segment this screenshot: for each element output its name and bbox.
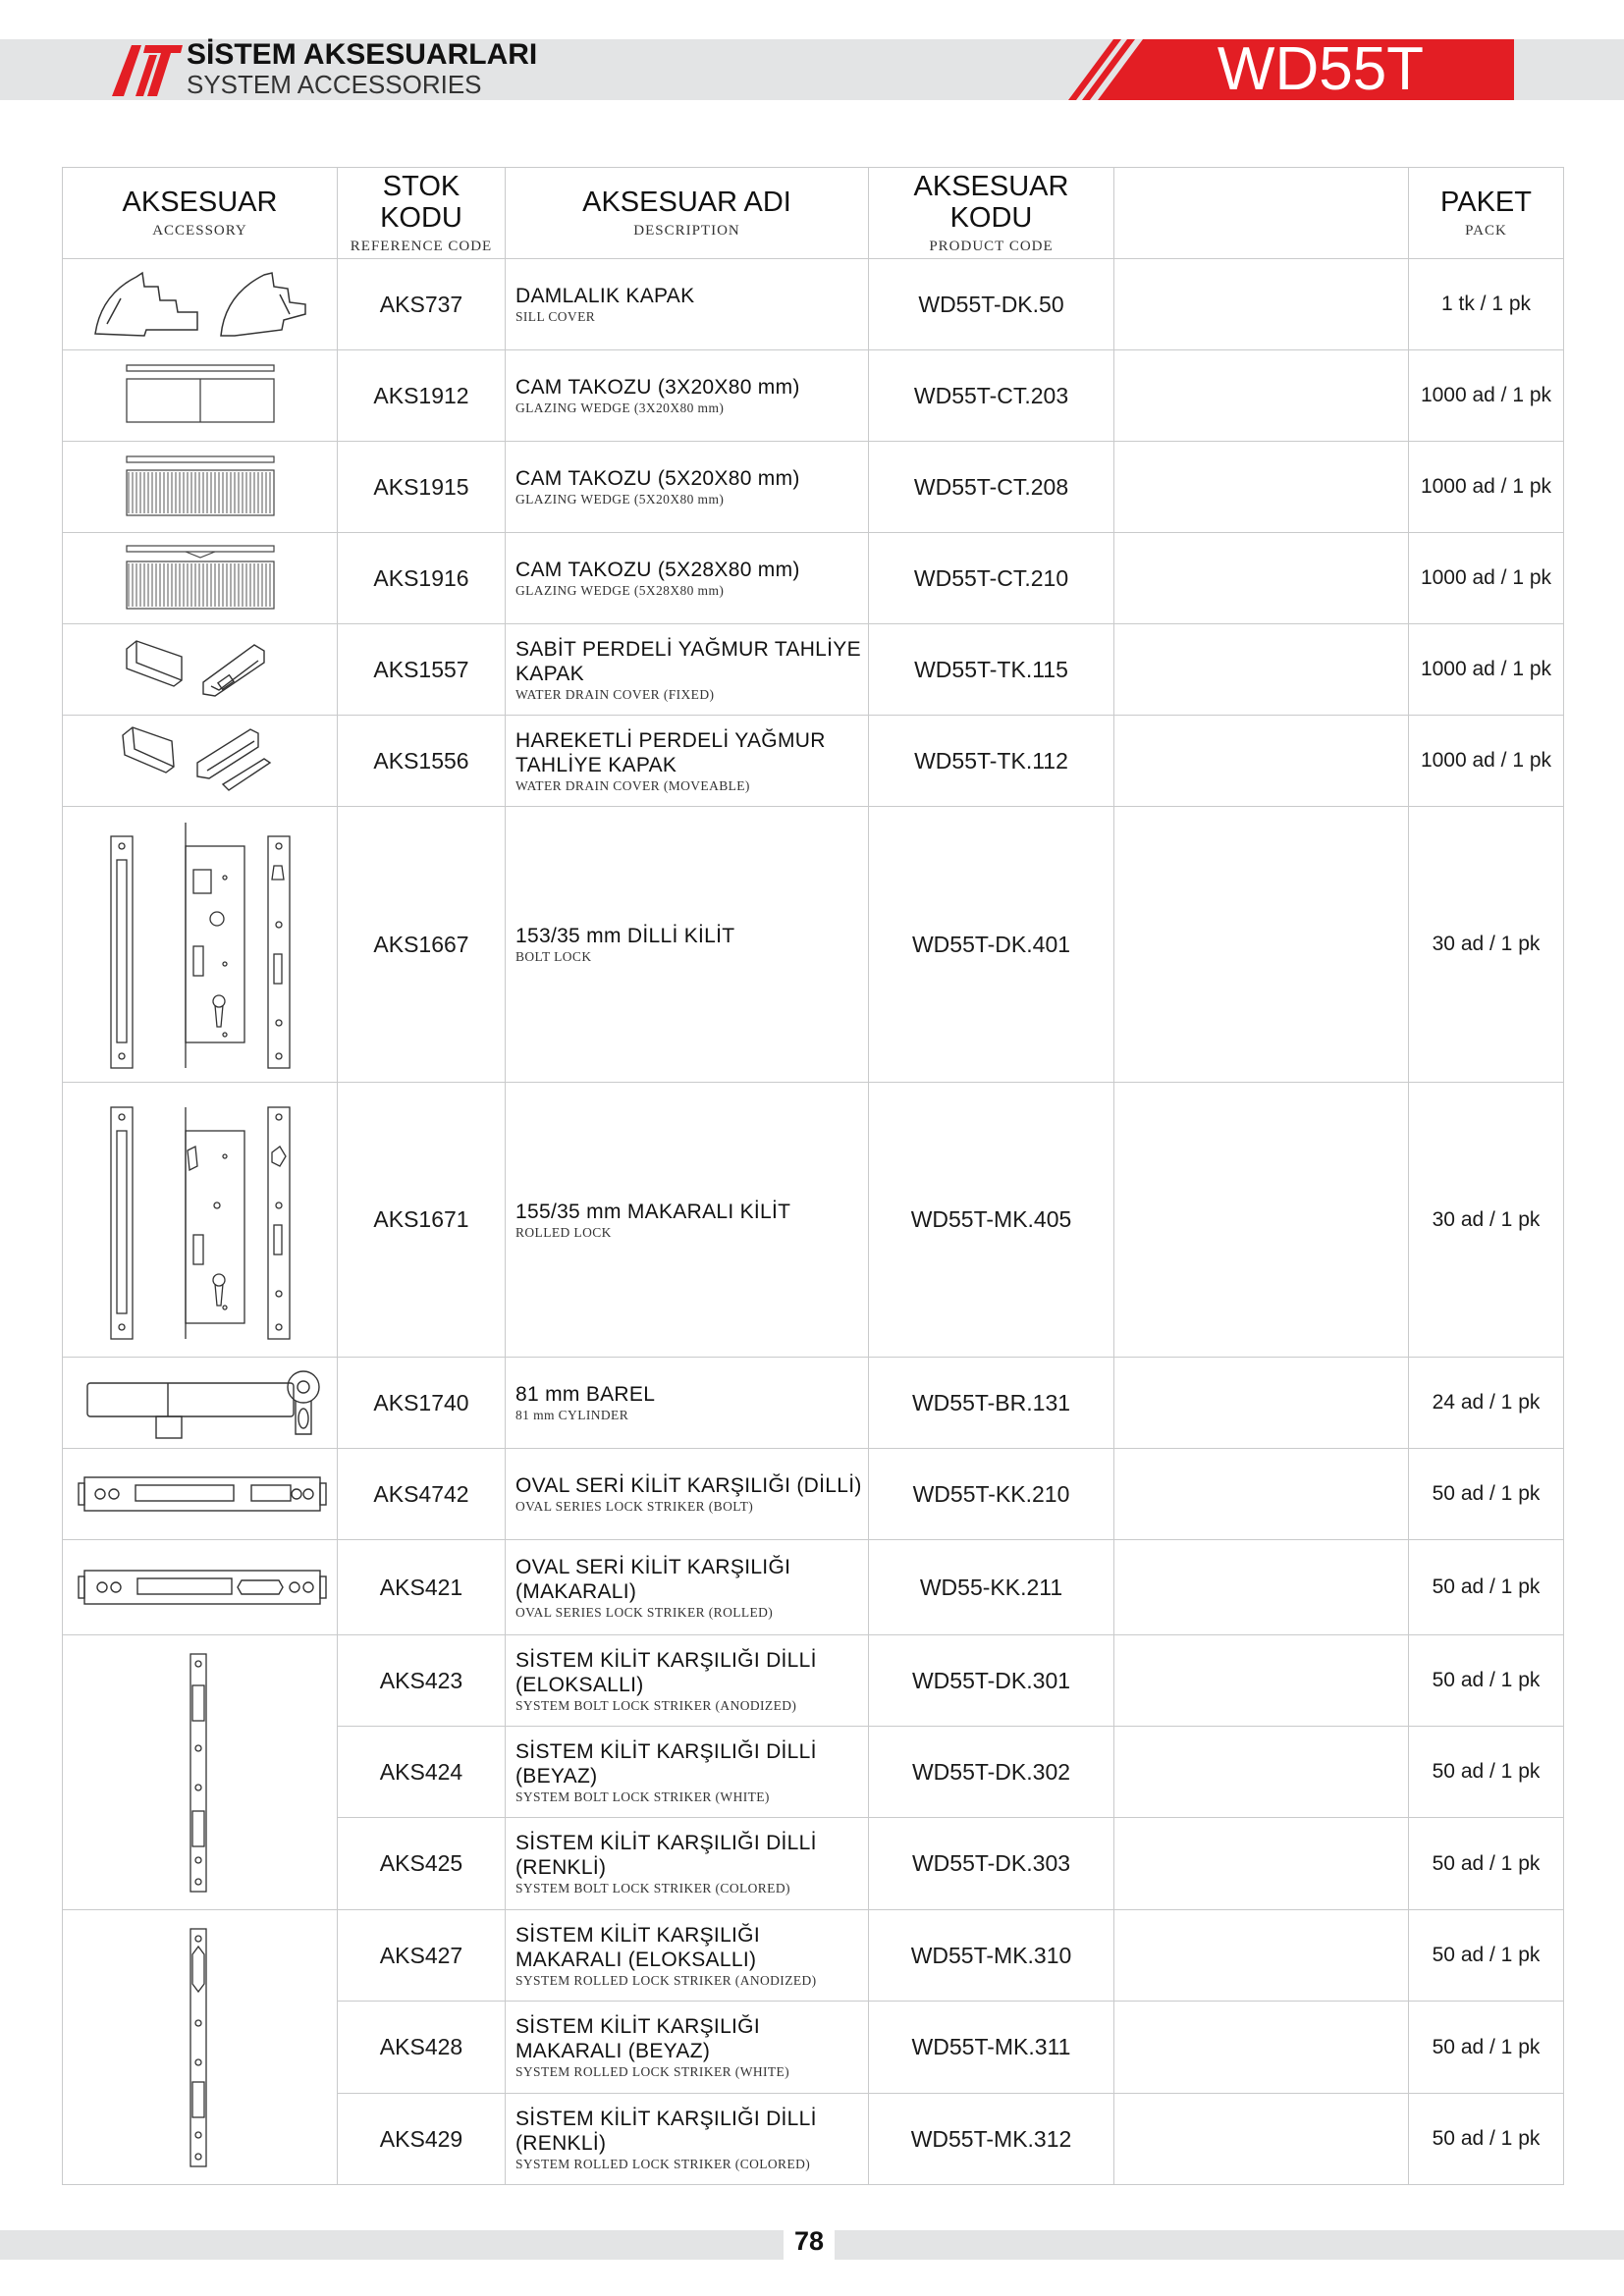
accessory-image-cell <box>63 1635 338 1910</box>
header-stock-code: STOK KODU REFERENCE CODE <box>338 168 506 259</box>
pack-quantity: 50 ad / 1 pk <box>1409 1910 1564 2002</box>
accessory-image-cell <box>63 624 338 716</box>
description-tr: HAREKETLİ PERDELİ YAĞMUR TAHLİYE KAPAK <box>515 728 826 776</box>
pack-quantity: 1000 ad / 1 pk <box>1409 533 1564 624</box>
header-product-code: AKSESUAR KODU PRODUCT CODE <box>869 168 1114 259</box>
stock-code: AKS1556 <box>338 716 506 807</box>
accessory-image-cell <box>63 259 338 350</box>
product-code: WD55T-DK.303 <box>869 1818 1114 1910</box>
description-tr: 81 mm BAREL <box>515 1383 656 1406</box>
stock-code: AKS424 <box>338 1727 506 1818</box>
table-row <box>63 1540 1564 1635</box>
glazing-wedge-ribbed-icon <box>117 542 284 614</box>
stock-code: AKS1557 <box>338 624 506 716</box>
brand-subtitle: SYSTEM ACCESSORIES <box>187 70 482 99</box>
pack-quantity: 1000 ad / 1 pk <box>1409 350 1564 442</box>
glazing-wedge-ribbed-icon <box>117 453 284 521</box>
table-row <box>63 716 1564 807</box>
description-tr: SİSTEM KİLİT KARŞILIĞI DİLLİ (BEYAZ) <box>515 1739 817 1788</box>
pack-quantity: 1 tk / 1 pk <box>1409 259 1564 350</box>
pack-quantity: 24 ad / 1 pk <box>1409 1358 1564 1449</box>
stock-code: AKS423 <box>338 1635 506 1727</box>
table-row <box>63 533 1564 624</box>
table-row <box>63 259 1564 350</box>
description-cell <box>506 533 869 624</box>
empty-cell <box>1114 1540 1409 1635</box>
description-tr: 153/35 mm DİLLİ KİLİT <box>515 925 735 947</box>
stock-code: AKS1667 <box>338 807 506 1083</box>
sill-cover-icon <box>87 265 313 344</box>
stock-code: AKS1915 <box>338 442 506 533</box>
table-row <box>63 624 1564 716</box>
stock-code: AKS1671 <box>338 1083 506 1358</box>
accessory-image-cell <box>63 716 338 807</box>
table-row <box>63 1635 1564 1727</box>
description-en: WATER DRAIN COVER (FIXED) <box>515 686 715 702</box>
description-tr: SİSTEM KİLİT KARŞILIĞI MAKARALI (ELOKSALLI) <box>515 1923 760 1971</box>
empty-cell <box>1114 807 1409 1083</box>
pack-quantity: 50 ad / 1 pk <box>1409 1818 1564 1910</box>
pack-quantity: 30 ad / 1 pk <box>1409 1083 1564 1358</box>
product-code: WD55T-DK.401 <box>869 807 1114 1083</box>
empty-cell <box>1114 1083 1409 1358</box>
table-header-row <box>63 168 1564 259</box>
pack-quantity: 1000 ad / 1 pk <box>1409 624 1564 716</box>
empty-cell <box>1114 1635 1409 1727</box>
table-row <box>63 442 1564 533</box>
description-tr: CAM TAKOZU (5X28X80 mm) <box>515 559 800 581</box>
description-tr: CAM TAKOZU (5X20X80 mm) <box>515 467 800 490</box>
product-code: WD55T-TK.115 <box>869 624 1114 716</box>
description-tr: SİSTEM KİLİT KARŞILIĞI DİLLİ (ELOKSALLI) <box>515 1648 817 1696</box>
oval-striker-rolled-icon <box>73 1563 328 1612</box>
accessories-table <box>62 167 1564 2185</box>
empty-cell <box>1114 533 1409 624</box>
cylinder-icon <box>78 1363 323 1442</box>
bolt-lock-icon <box>87 817 313 1072</box>
stock-code: AKS421 <box>338 1540 506 1635</box>
description-en: ROLLED LOCK <box>515 1224 612 1240</box>
stock-code: AKS428 <box>338 2002 506 2094</box>
description-tr: SABİT PERDELİ YAĞMUR TAHLİYE KAPAK <box>515 637 861 685</box>
product-code: WD55T-MK.312 <box>869 2094 1114 2185</box>
pack-quantity: 50 ad / 1 pk <box>1409 1540 1564 1635</box>
brand-title: SİSTEM AKSESUARLARI <box>187 38 538 71</box>
product-code: WD55T-DK.302 <box>869 1727 1114 1818</box>
product-code: WD55-KK.211 <box>869 1540 1114 1635</box>
brand-block <box>187 39 537 98</box>
product-code: WD55T-DK.50 <box>869 259 1114 350</box>
pack-quantity: 50 ad / 1 pk <box>1409 1449 1564 1540</box>
description-en: SYSTEM BOLT LOCK STRIKER (ANODIZED) <box>515 1697 797 1713</box>
description-en: SYSTEM ROLLED LOCK STRIKER (COLORED) <box>515 2156 811 2171</box>
bolt-lock-striker-icon <box>171 1650 230 1896</box>
product-code: WD55T-KK.210 <box>869 1449 1114 1540</box>
stock-code: AKS1912 <box>338 350 506 442</box>
description-en: GLAZING WEDGE (5X28X80 mm) <box>515 583 725 598</box>
description-tr: CAM TAKOZU (3X20X80 mm) <box>515 376 800 399</box>
page-number: 78 <box>793 2226 825 2256</box>
company-logo-icon <box>110 41 185 98</box>
description-tr: OVAL SERİ KİLİT KARŞILIĞI (DİLLİ) <box>515 1474 862 1497</box>
description-cell <box>506 259 869 350</box>
description-en: OVAL SERIES LOCK STRIKER (BOLT) <box>515 1499 754 1514</box>
product-code: WD55T-MK.311 <box>869 2002 1114 2094</box>
empty-cell <box>1114 259 1409 350</box>
table-row <box>63 1910 1564 2002</box>
description-cell <box>506 716 869 807</box>
accessory-image-cell <box>63 1910 338 2185</box>
empty-cell <box>1114 442 1409 533</box>
empty-cell <box>1114 1910 1409 2002</box>
description-en: SYSTEM ROLLED LOCK STRIKER (ANODIZED) <box>515 1972 817 1988</box>
empty-cell <box>1114 350 1409 442</box>
empty-cell <box>1114 1818 1409 1910</box>
stock-code: AKS4742 <box>338 1449 506 1540</box>
stock-code: AKS1740 <box>338 1358 506 1449</box>
product-code: WD55T-CT.210 <box>869 533 1114 624</box>
table-row <box>63 1449 1564 1540</box>
description-cell <box>506 1818 869 1910</box>
description-tr: DAMLALIK KAPAK <box>515 285 695 307</box>
table-row <box>63 1083 1564 1358</box>
header-accessory: AKSESUAR ACCESSORY <box>63 168 338 259</box>
description-tr: 155/35 mm MAKARALI KİLİT <box>515 1200 791 1223</box>
description-en: OVAL SERIES LOCK STRIKER (ROLLED) <box>515 1604 774 1620</box>
header-empty <box>1114 168 1409 259</box>
accessory-image-cell <box>63 1358 338 1449</box>
description-en: 81 mm CYLINDER <box>515 1408 629 1422</box>
description-cell <box>506 1910 869 2002</box>
accessory-image-cell <box>63 533 338 624</box>
product-code: WD55T-TK.112 <box>869 716 1114 807</box>
description-cell <box>506 624 869 716</box>
empty-cell <box>1114 1727 1409 1818</box>
water-drain-cover-icon <box>117 635 284 704</box>
product-code: WD55T-CT.203 <box>869 350 1114 442</box>
accessory-image-cell <box>63 807 338 1083</box>
description-en: SYSTEM ROLLED LOCK STRIKER (WHITE) <box>515 2064 790 2079</box>
description-cell <box>506 807 869 1083</box>
table-row <box>63 807 1564 1083</box>
description-cell <box>506 442 869 533</box>
stock-code: AKS1916 <box>338 533 506 624</box>
product-code: WD55T-CT.208 <box>869 442 1114 533</box>
empty-cell <box>1114 2002 1409 2094</box>
pack-quantity: 1000 ad / 1 pk <box>1409 442 1564 533</box>
pack-quantity: 50 ad / 1 pk <box>1409 2002 1564 2094</box>
description-tr: SİSTEM KİLİT KARŞILIĞI MAKARALI (BEYAZ) <box>515 2015 760 2062</box>
description-cell <box>506 1635 869 1727</box>
stock-code: AKS427 <box>338 1910 506 2002</box>
description-cell <box>506 2094 869 2185</box>
empty-cell <box>1114 716 1409 807</box>
table-row <box>63 1358 1564 1449</box>
stock-code: AKS429 <box>338 2094 506 2185</box>
model-title: WD55T <box>1217 35 1425 103</box>
description-cell <box>506 1727 869 1818</box>
pack-quantity: 50 ad / 1 pk <box>1409 1727 1564 1818</box>
stock-code: AKS425 <box>338 1818 506 1910</box>
rolled-lock-icon <box>87 1097 313 1343</box>
description-cell <box>506 1083 869 1358</box>
product-code: WD55T-BR.131 <box>869 1358 1114 1449</box>
description-cell <box>506 2002 869 2094</box>
accessory-image-cell <box>63 350 338 442</box>
description-cell <box>506 1358 869 1449</box>
table-row <box>63 350 1564 442</box>
pack-quantity: 30 ad / 1 pk <box>1409 807 1564 1083</box>
description-cell <box>506 1540 869 1635</box>
description-en: WATER DRAIN COVER (MOVEABLE) <box>515 777 750 793</box>
product-code: WD55T-MK.310 <box>869 1910 1114 2002</box>
header-description: AKSESUAR ADI DESCRIPTION <box>506 168 869 259</box>
accessory-image-cell <box>63 1449 338 1540</box>
description-en: GLAZING WEDGE (3X20X80 mm) <box>515 400 725 415</box>
product-code: WD55T-MK.405 <box>869 1083 1114 1358</box>
description-cell <box>506 350 869 442</box>
empty-cell <box>1114 1449 1409 1540</box>
empty-cell <box>1114 624 1409 716</box>
empty-cell <box>1114 1358 1409 1449</box>
description-en: GLAZING WEDGE (5X20X80 mm) <box>515 492 725 507</box>
description-tr: SİSTEM KİLİT KARŞILIĞI DİLLİ (RENKLİ) <box>515 2107 817 2155</box>
description-en: SYSTEM BOLT LOCK STRIKER (WHITE) <box>515 1789 770 1804</box>
description-cell <box>506 1449 869 1540</box>
accessory-image-cell <box>63 442 338 533</box>
product-code: WD55T-DK.301 <box>869 1635 1114 1727</box>
empty-cell <box>1114 2094 1409 2185</box>
pack-quantity: 1000 ad / 1 pk <box>1409 716 1564 807</box>
description-en: BOLT LOCK <box>515 949 592 964</box>
pack-quantity: 50 ad / 1 pk <box>1409 2094 1564 2185</box>
accessory-image-cell <box>63 1083 338 1358</box>
description-en: SILL COVER <box>515 309 596 324</box>
description-tr: OVAL SERİ KİLİT KARŞILIĞI (MAKARALI) <box>515 1555 791 1603</box>
header-pack: PAKET PACK <box>1409 168 1564 259</box>
description-en: SYSTEM BOLT LOCK STRIKER (COLORED) <box>515 1881 790 1896</box>
glazing-wedge-icon <box>117 361 284 430</box>
rolled-lock-striker-icon <box>171 1925 230 2170</box>
water-drain-cover-moveable-icon <box>117 723 284 798</box>
pack-quantity: 50 ad / 1 pk <box>1409 1635 1564 1727</box>
description-tr: SİSTEM KİLİT KARŞILIĞI DİLLİ (RENKLİ) <box>515 1832 817 1879</box>
oval-striker-bolt-icon <box>73 1469 328 1519</box>
accessory-image-cell <box>63 1540 338 1635</box>
stock-code: AKS737 <box>338 259 506 350</box>
